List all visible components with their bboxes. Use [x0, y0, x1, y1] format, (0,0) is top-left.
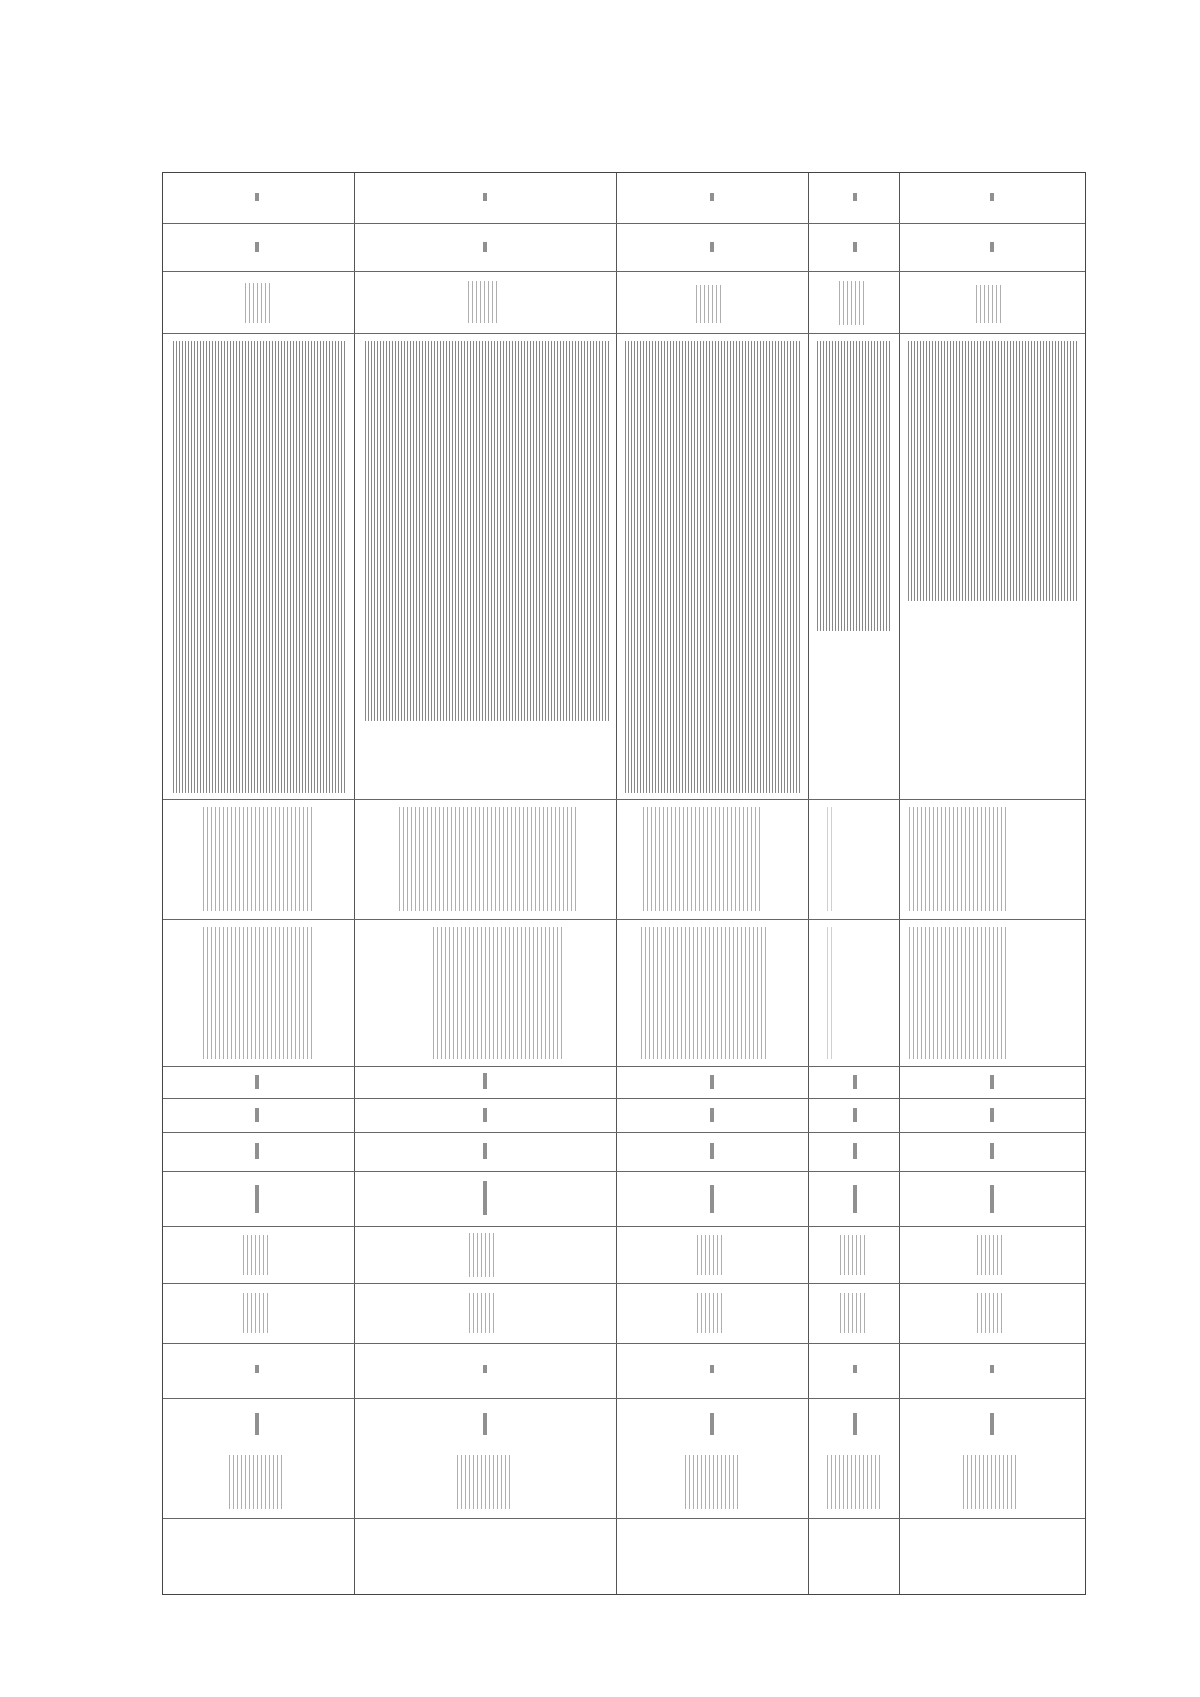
cell-text [976, 285, 1002, 323]
cell-text [839, 281, 867, 325]
cell-mark [710, 242, 714, 252]
header-mark [483, 193, 487, 201]
cell-text [433, 927, 563, 1059]
cell-mark [255, 1365, 259, 1373]
cell-mark [990, 1075, 994, 1089]
row-divider [163, 1398, 1085, 1399]
row-divider [163, 1518, 1085, 1519]
row-divider [163, 1226, 1085, 1227]
column-divider [354, 173, 355, 1594]
cell-mark [483, 1413, 487, 1435]
cell-mark [255, 1413, 259, 1435]
cell-text [827, 1455, 881, 1509]
cell-mark [710, 1413, 714, 1435]
row-divider [163, 271, 1085, 272]
cell-text [203, 807, 313, 911]
cell-mark [255, 1075, 259, 1089]
cell-text [469, 1233, 495, 1277]
cell-text [963, 1455, 1017, 1509]
data-table [162, 172, 1086, 1595]
cell-mark [483, 242, 487, 252]
cell-text [685, 1455, 739, 1509]
cell-mark [710, 1365, 714, 1373]
cell-text [977, 1235, 1003, 1275]
cell-text [697, 1293, 723, 1333]
cell-text [697, 1235, 723, 1275]
row-divider [163, 799, 1085, 800]
cell-mark [990, 1143, 994, 1159]
cell-mark [255, 1185, 259, 1213]
cell-text [909, 807, 1009, 911]
cell-mark [990, 1108, 994, 1122]
row-divider [163, 1066, 1085, 1067]
cell-mark [483, 1108, 487, 1122]
cell-text [643, 807, 763, 911]
row-divider [163, 1171, 1085, 1172]
cell-text [229, 1455, 283, 1509]
row-divider [163, 1343, 1085, 1344]
cell-mark [483, 1365, 487, 1373]
row-divider [163, 333, 1085, 334]
cell-text [625, 341, 801, 793]
cell-mark [255, 242, 259, 252]
cell-mark [710, 1185, 714, 1213]
row-divider [163, 919, 1085, 920]
cell-text [365, 341, 609, 721]
header-mark [255, 193, 259, 201]
cell-mark [853, 1185, 857, 1213]
cell-text [245, 283, 273, 323]
cell-mark [853, 1365, 857, 1373]
column-divider [808, 173, 809, 1594]
cell-mark [255, 1108, 259, 1122]
cell-text [457, 1455, 511, 1509]
header-mark [853, 193, 857, 201]
row-divider [163, 1283, 1085, 1284]
cell-text [243, 1235, 269, 1275]
cell-text [840, 1293, 866, 1333]
cell-mark [483, 1073, 487, 1089]
cell-text [696, 285, 722, 323]
row-divider [163, 1132, 1085, 1133]
cell-mark [710, 1075, 714, 1089]
cell-mark [255, 1143, 259, 1159]
column-divider [899, 173, 900, 1594]
cell-text [909, 927, 1009, 1059]
cell-mark [483, 1181, 487, 1215]
cell-text [173, 341, 345, 793]
cell-text [469, 1293, 495, 1333]
cell-text [399, 807, 579, 911]
cell-mark [853, 1075, 857, 1089]
cell-text [203, 927, 313, 1059]
cell-mark [853, 1413, 857, 1435]
column-divider [616, 173, 617, 1594]
cell-text [641, 927, 769, 1059]
cell-text [977, 1293, 1003, 1333]
header-mark [710, 193, 714, 201]
cell-text [908, 341, 1078, 601]
cell-mark [853, 1108, 857, 1122]
cell-mark [710, 1108, 714, 1122]
cell-mark [990, 1365, 994, 1373]
cell-mark [710, 1143, 714, 1159]
cell-mark [990, 1413, 994, 1435]
cell-text [827, 807, 835, 911]
cell-mark [853, 1143, 857, 1159]
row-divider [163, 223, 1085, 224]
cell-text [817, 341, 891, 631]
cell-mark [853, 242, 857, 252]
cell-mark [990, 1185, 994, 1213]
cell-text [827, 927, 835, 1059]
cell-mark [483, 1143, 487, 1159]
cell-mark [990, 242, 994, 252]
cell-text [468, 281, 498, 323]
row-divider [163, 1098, 1085, 1099]
cell-text [243, 1293, 269, 1333]
cell-text [840, 1235, 866, 1275]
header-mark [990, 193, 994, 201]
